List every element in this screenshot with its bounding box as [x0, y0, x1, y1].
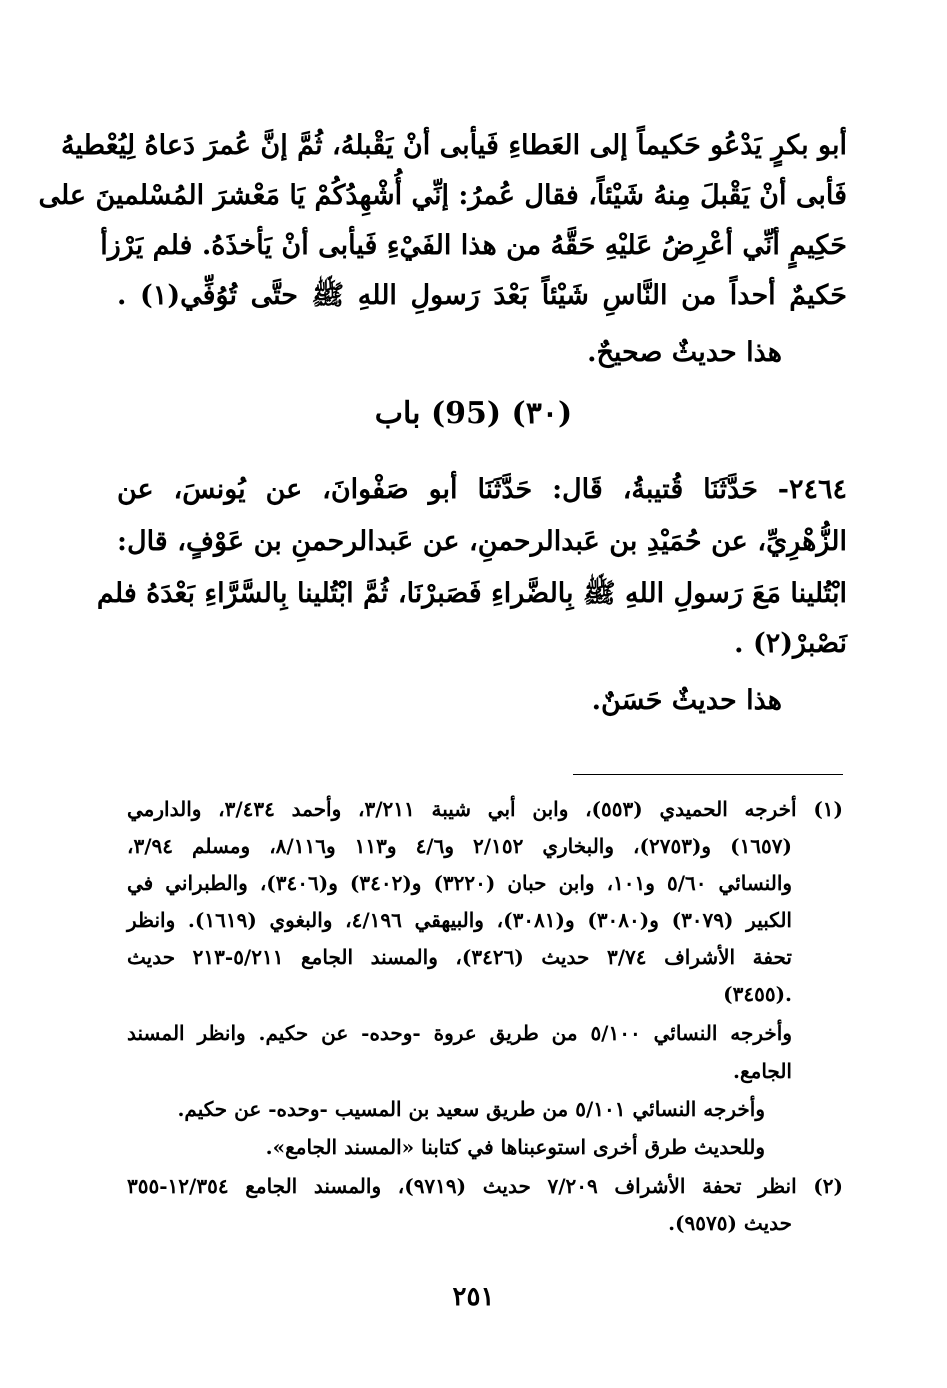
- footnote-line: والنسائي ٥/٦٠ و١٠١، وابن حبان (٣٢٢٠) و(٣٤٠٢) و(٣٤٠٦)، والطبراني في: [127, 871, 793, 895]
- footnote-line: (٢) انظر تحفة الأشراف ٧/٢٠٩ حديث (٩٧١٩)، والمسند الجامع ١٢/٣٥٤-٣٥٥: [127, 1174, 843, 1198]
- footnote-line: (١٦٥٧) و(٢٧٥٣)، والبخاري ٢/١٥٢ و٤/٦ و١١٣ و٨/١١٦، ومسلم ٣/٩٤،: [127, 834, 792, 858]
- body-text-line: حَكيمٌ أحداً من النَّاسِ شَيْئاً بَعْدَ رَسولِ اللهِ ﷺ حتَّى تُوُفِّي(١) .: [117, 280, 847, 311]
- hadith-verdict: هذا حديثٌ صحيحٌ.: [587, 337, 782, 368]
- footnote-line: (١) أخرجه الحميدي (٥٥٣)، وابن أبي شيبة ٣/٢١١، وأحمد ٣/٤٣٤، والدارمي: [127, 797, 843, 821]
- hadith-text-line: الزُّهْرِيِّ، عن حُمَيْدِ بن عَبدالرحمنِ، عن عَبدالرحمنِ بن عَوْفٍ، قال:: [117, 526, 847, 557]
- footnote-line: وأخرجه النسائي ٥/١٠٠ من طريق عروة -وحده- عن حكيم. وانظر المسند: [127, 1021, 793, 1045]
- hadith-text-line: نَصْبرْ(٢) .: [734, 628, 847, 659]
- footnote-line: الكبير (٣٠٧٩) و(٣٠٨٠) و(٣٠٨١)، والبيهقي ٤/١٩٦، والبغوي (١٦١٩). وانظر: [127, 908, 792, 932]
- body-text-line: حَكِيمٍ أنِّي أعْرِضُ عَليْهِ حَقَّهُ من هذا الفَيْءِ فَيأبى أنْ يَأخذَهُ. فلم يَرْزأ: [100, 230, 847, 261]
- footnote-line: وأخرجه النسائي ٥/١٠١ من طريق سعيد بن المسيب -وحده- عن حكيم.: [177, 1097, 765, 1121]
- body-text-line: فَأبى أنْ يَقْبلَ مِنهُ شَيْئاً، فقال عُمرُ: إنِّي أُشْهِدُكُمْ يَا مَعْشرَ المُسْلمينَ على: [38, 180, 847, 211]
- page-number: ٢٥١: [452, 1282, 495, 1312]
- footnote-line: وللحديث طرق أخرى استوعبناها في كتابنا «المسند الجامع».: [265, 1135, 765, 1159]
- hadith-text-line: ابْتُلينا مَعَ رَسولِ اللهِ ﷺ بِالضَّراءِ فَصَبرْنَا، ثُمَّ ابْتُلينا بِالسَّرَّاءِ بَعْدَهُ فلم: [96, 578, 847, 609]
- hadith-verdict: هذا حديثٌ حَسَنٌ.: [591, 685, 782, 716]
- footnote-line: الجامع.: [733, 1059, 792, 1083]
- footnote-separator: [573, 774, 843, 775]
- footnote-line: (٣٤٥٥).: [723, 982, 792, 1006]
- footnote-line: تحفة الأشراف ٣/٧٤ حديث (٣٤٢٦)، والمسند الجامع ٥/٢١١-٢١٣ حديث: [127, 945, 792, 969]
- body-text-line: أبو بكرٍ يَدْعُو حَكيماً إلى العَطاءِ فَيأبى أنْ يَقْبلهُ، ثُمَّ إنَّ عُمرَ دَعاهُ لِيُعْطيهُ: [60, 130, 847, 161]
- hadith-text-line: ٢٤٦٤- حَدَّثَنَا قُتيبةُ، قَال: حَدَّثَنَا أبو صَفْوانَ، عن يُونسَ، عن: [117, 474, 847, 505]
- footnote-line: حديث (٩٥٧٥).: [668, 1211, 792, 1235]
- chapter-heading: (٣٠) (95) باب: [374, 396, 573, 431]
